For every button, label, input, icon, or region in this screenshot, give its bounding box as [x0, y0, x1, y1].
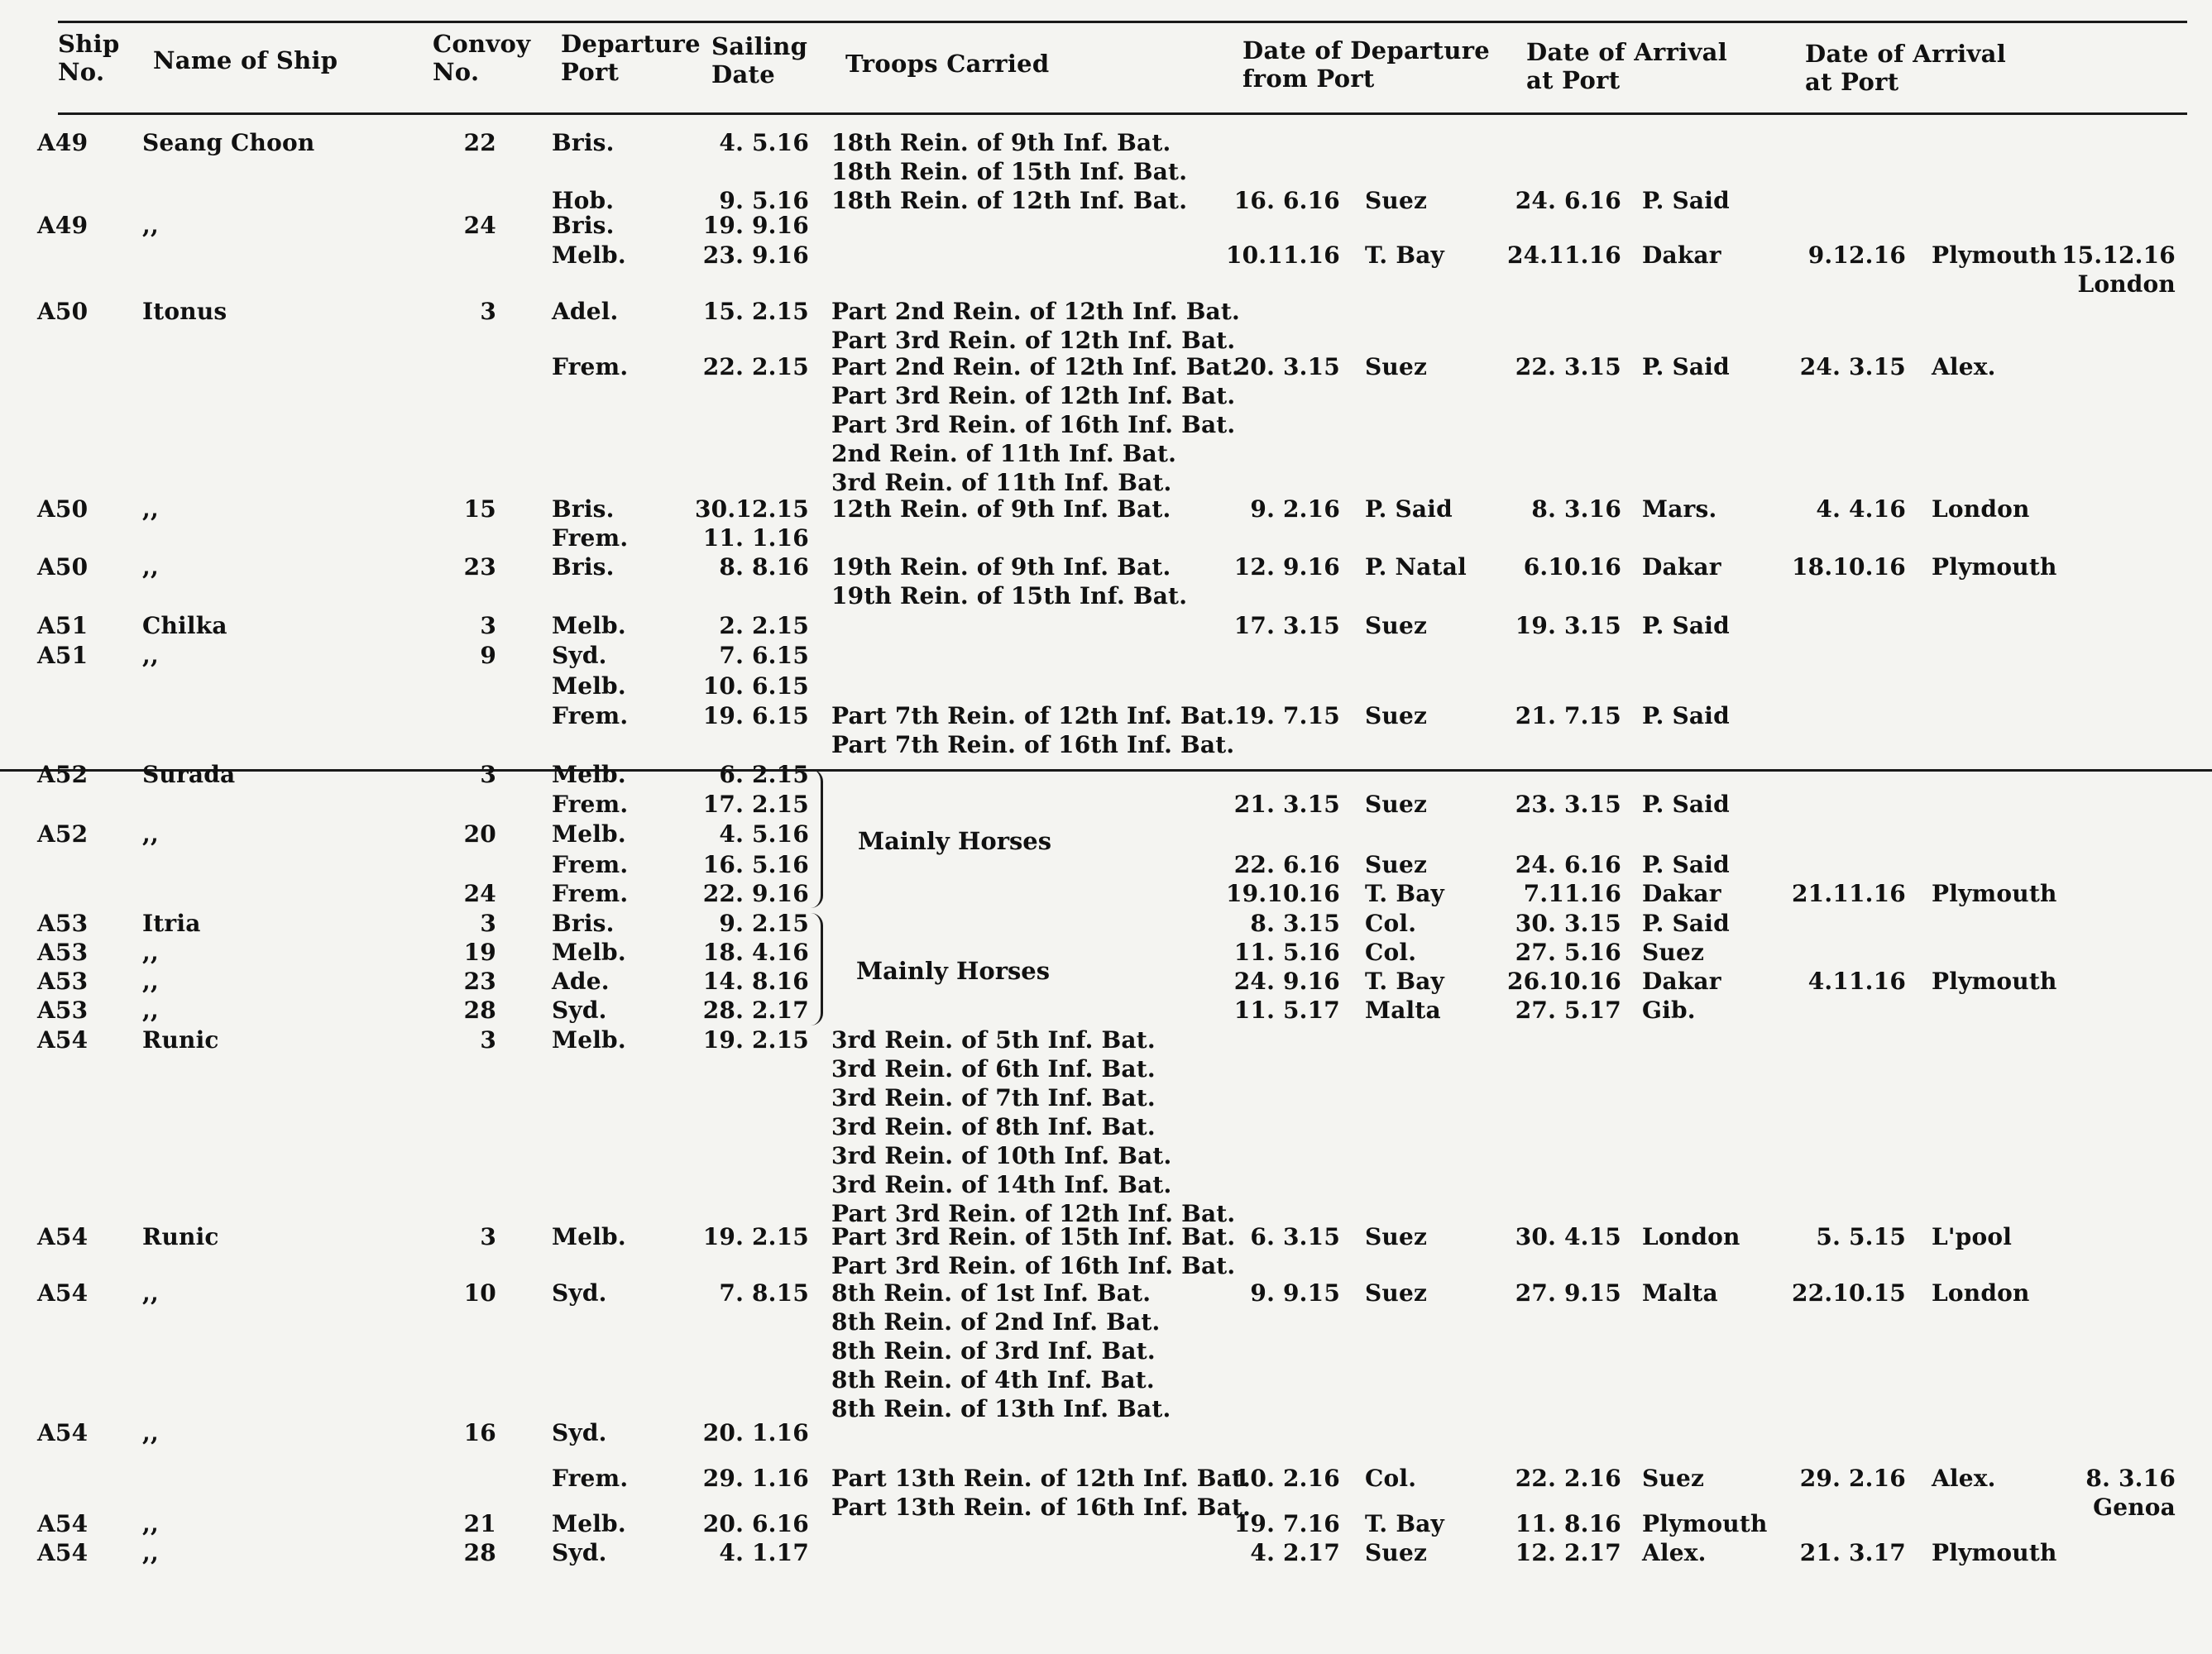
- cell-d1: 11. 5.17: [1233, 997, 1340, 1024]
- cell-port: Melb.: [552, 761, 626, 788]
- cell-ship: A50: [37, 298, 89, 325]
- cell-ship: A51: [37, 612, 89, 639]
- cell-d2: 8. 3.16: [1531, 495, 1621, 523]
- cell-d2: 24. 6.16: [1515, 851, 1621, 878]
- cell-name: Runic: [142, 1223, 219, 1250]
- troops-line: 19th Rein. of 9th Inf. Bat.: [831, 553, 1171, 581]
- cell-p3: London: [1932, 1279, 2030, 1307]
- cell-date: 7. 8.15: [719, 1279, 809, 1307]
- cell-d2: 23. 3.15: [1515, 791, 1621, 818]
- cell-convoy: 28: [463, 1539, 496, 1566]
- col-header-departure-from-port: Date of Departure from Port: [1242, 36, 1491, 93]
- cell-port: Melb.: [552, 672, 626, 700]
- header-bottom-rule: [58, 112, 2187, 115]
- troops-line: Part 2nd Rein. of 12th Inf. Bat.: [831, 353, 1240, 380]
- troops-line: 8th Rein. of 3rd Inf. Bat.: [831, 1337, 1156, 1365]
- cell-p2: Dakar: [1642, 553, 1721, 581]
- cell-port: Frem.: [552, 1465, 629, 1492]
- cell-date: 9. 2.15: [719, 910, 809, 937]
- troops-line: Part 7th Rein. of 12th Inf. Bat.: [831, 702, 1235, 729]
- cell-port: Frem.: [552, 524, 629, 552]
- cell-port: Syd.: [552, 1279, 607, 1307]
- cell-convoy: 3: [480, 910, 496, 937]
- horses-note-2: Mainly Horses: [856, 957, 1051, 985]
- cell-date: 8. 8.16: [719, 553, 809, 581]
- troops-line: Part 3rd Rein. of 12th Inf. Bat.: [831, 382, 1236, 409]
- cell-ship: A53: [37, 968, 89, 995]
- cell-p3: Plymouth: [1932, 553, 2057, 581]
- cell-ship: A53: [37, 997, 89, 1024]
- cell-port: Bris.: [552, 129, 615, 156]
- cell-port: Adel.: [552, 298, 619, 325]
- cell-p2: Gib.: [1642, 997, 1696, 1024]
- cell-ship: A49: [37, 129, 89, 156]
- troops-line: 3rd Rein. of 6th Inf. Bat.: [831, 1055, 1156, 1083]
- cell-convoy: 3: [480, 612, 496, 639]
- cell-port: Melb.: [552, 1510, 626, 1537]
- cell-port: Melb.: [552, 241, 626, 269]
- cell-d3: 21. 3.17: [1799, 1539, 1906, 1566]
- col-header-convoy-no: Convoy No.: [433, 30, 531, 86]
- cell-port: Bris.: [552, 495, 615, 523]
- col-header-ship-no: Ship No.: [58, 30, 120, 86]
- cell-p2: Dakar: [1642, 241, 1721, 269]
- troops-line: Part 7th Rein. of 16th Inf. Bat.: [831, 731, 1235, 758]
- cell-name: ,,: [142, 968, 159, 995]
- cell-d1: 9. 9.15: [1250, 1279, 1340, 1307]
- troops-line: 12th Rein. of 9th Inf. Bat.: [831, 495, 1171, 523]
- troops-line: Part 3rd Rein. of 12th Inf. Bat.: [831, 327, 1236, 354]
- cell-port: Melb.: [552, 1026, 626, 1054]
- cell-d1: 17. 3.15: [1233, 612, 1340, 639]
- cell-date: 15. 2.15: [702, 298, 809, 325]
- cell-d1: 10. 2.16: [1233, 1465, 1340, 1492]
- troops-line: Part 3rd Rein. of 15th Inf. Bat.: [831, 1223, 1236, 1250]
- cell-date: 7. 6.15: [719, 642, 809, 669]
- cell-date: 6. 2.15: [719, 761, 809, 788]
- cell-p1: T. Bay: [1365, 1510, 1445, 1537]
- cell-port: Syd.: [552, 642, 607, 669]
- cell-p3: Alex.: [1932, 1465, 1996, 1492]
- cell-port: Melb.: [552, 612, 626, 639]
- cell-port: Syd.: [552, 1419, 607, 1446]
- cell-p3: London: [1932, 495, 2030, 523]
- cell-date: 22. 9.16: [702, 880, 809, 907]
- cell-convoy: 19: [463, 939, 496, 966]
- cell-date: 9. 5.16: [719, 187, 809, 214]
- cell-convoy: 21: [463, 1510, 496, 1537]
- troops-line: 3rd Rein. of 5th Inf. Bat.: [831, 1026, 1156, 1054]
- section-divider-rule: [0, 769, 2212, 772]
- header-top-rule: [58, 21, 2187, 23]
- cell-name: Runic: [142, 1026, 219, 1054]
- cell-date: 29. 1.16: [702, 1465, 809, 1492]
- cell-d1: 10.11.16: [1226, 241, 1340, 269]
- cell-name: ,,: [142, 642, 159, 669]
- cell-date: 2. 2.15: [719, 612, 809, 639]
- cell-d3: 22.10.15: [1792, 1279, 1906, 1307]
- col-header-arrival-at-port-1: Date of Arrival at Port: [1526, 38, 1728, 94]
- cell-p3: Alex.: [1932, 353, 1996, 380]
- cell-name: ,,: [142, 1539, 159, 1566]
- cell-convoy: 24: [463, 212, 496, 239]
- cell-convoy: 15: [463, 495, 496, 523]
- troops-line: Part 3rd Rein. of 16th Inf. Bat.: [831, 1252, 1236, 1279]
- troops-line: 8th Rein. of 2nd Inf. Bat.: [831, 1308, 1161, 1336]
- troops-line: 3rd Rein. of 7th Inf. Bat.: [831, 1084, 1156, 1111]
- horses-note-1: Mainly Horses: [858, 827, 1052, 855]
- cell-d3: 5. 5.15: [1816, 1223, 1906, 1250]
- cell-convoy: 20: [463, 820, 496, 848]
- cell-d1: 19.10.16: [1226, 880, 1340, 907]
- cell-d3: 4.11.16: [1807, 968, 1906, 995]
- cell-ship: A53: [37, 910, 89, 937]
- cell-d1: 19. 7.16: [1233, 1510, 1340, 1537]
- cell-port: Frem.: [552, 880, 629, 907]
- troops-line: 3rd Rein. of 8th Inf. Bat.: [831, 1113, 1156, 1140]
- col-header-troops: Troops Carried: [845, 50, 1050, 78]
- cell-p3: Plymouth: [1932, 968, 2057, 995]
- cell-d1: 21. 3.15: [1233, 791, 1340, 818]
- cell-convoy: 23: [463, 968, 496, 995]
- cell-d2: 30. 4.15: [1515, 1223, 1621, 1250]
- cell-p2: Alex.: [1642, 1539, 1707, 1566]
- cell-date: 16. 5.16: [702, 851, 809, 878]
- cell-p1: Suez: [1365, 1279, 1428, 1307]
- cell-ship: A51: [37, 642, 89, 669]
- brace-horses-2: [811, 913, 823, 1025]
- cell-date: 4. 5.16: [719, 820, 809, 848]
- cell-p3: Plymouth: [1932, 1539, 2057, 1566]
- cell-port: Bris.: [552, 553, 615, 581]
- cell-d2: 27. 5.16: [1515, 939, 1621, 966]
- cell-name: ,,: [142, 939, 159, 966]
- troops-line: 3rd Rein. of 14th Inf. Bat.: [831, 1171, 1172, 1198]
- cell-d2: 24. 6.16: [1515, 187, 1621, 214]
- cell-convoy: 9: [480, 642, 496, 669]
- cell-convoy: 16: [463, 1419, 496, 1446]
- cell-date: 18. 4.16: [702, 939, 809, 966]
- cell-ship: A50: [37, 553, 89, 581]
- cell-date: 19. 6.15: [702, 702, 809, 729]
- cell-ship: A54: [37, 1026, 89, 1054]
- cell-d3: 9.12.16: [1807, 241, 1906, 269]
- cell-d3: 18.10.16: [1792, 553, 1906, 581]
- troops-line: 3rd Rein. of 11th Inf. Bat.: [831, 469, 1172, 496]
- cell-d2: 6.10.16: [1523, 553, 1621, 581]
- cell-d2: 24.11.16: [1507, 241, 1621, 269]
- cell-d3: 24. 3.15: [1799, 353, 1906, 380]
- cell-port: Frem.: [552, 791, 629, 818]
- cell-date: 4. 5.16: [719, 129, 809, 156]
- cell-port: Hob.: [552, 187, 615, 214]
- troops-line: 18th Rein. of 15th Inf. Bat.: [831, 158, 1188, 185]
- cell-p1: Col.: [1365, 939, 1417, 966]
- cell-name: ,,: [142, 1279, 159, 1307]
- cell-d1: 12. 9.16: [1233, 553, 1340, 581]
- cell-d1: 16. 6.16: [1233, 187, 1340, 214]
- cell-date: 10. 6.15: [702, 672, 809, 700]
- cell-p2: P. Said: [1642, 353, 1730, 380]
- cell-convoy: 10: [463, 1279, 496, 1307]
- cell-final-arrival: Genoa: [2093, 1494, 2176, 1521]
- cell-name: Itria: [142, 910, 201, 937]
- cell-convoy: 3: [480, 1223, 496, 1250]
- cell-d2: 30. 3.15: [1515, 910, 1621, 937]
- cell-date: 17. 2.15: [702, 791, 809, 818]
- troops-line: 2nd Rein. of 11th Inf. Bat.: [831, 440, 1177, 467]
- cell-p2: Plymouth: [1642, 1510, 1768, 1537]
- cell-d2: 22. 2.16: [1515, 1465, 1621, 1492]
- cell-ship: A52: [37, 820, 89, 848]
- cell-final-arrival: 8. 3.16: [2085, 1465, 2176, 1492]
- cell-d3: 29. 2.16: [1799, 1465, 1906, 1492]
- cell-p3: Plymouth: [1932, 880, 2057, 907]
- troops-line: Part 13th Rein. of 16th Inf. Bat.: [831, 1494, 1252, 1521]
- cell-date: 19. 2.15: [702, 1026, 809, 1054]
- cell-ship: A54: [37, 1419, 89, 1446]
- cell-port: Melb.: [552, 820, 626, 848]
- cell-p2: Dakar: [1642, 880, 1721, 907]
- cell-d1: 11. 5.16: [1233, 939, 1340, 966]
- cell-date: 11. 1.16: [702, 524, 809, 552]
- cell-final-arrival: 15.12.16: [2061, 241, 2176, 269]
- cell-ship: A54: [37, 1223, 89, 1250]
- cell-d1: 6. 3.15: [1250, 1223, 1340, 1250]
- cell-date: 20. 1.16: [702, 1419, 809, 1446]
- cell-d3: 21.11.16: [1792, 880, 1906, 907]
- cell-name: ,,: [142, 820, 159, 848]
- troops-line: 8th Rein. of 1st Inf. Bat.: [831, 1279, 1151, 1307]
- col-header-sailing-date: Sailing Date: [711, 32, 808, 88]
- cell-port: Frem.: [552, 702, 629, 729]
- cell-p1: Suez: [1365, 612, 1428, 639]
- troops-line: Part 3rd Rein. of 12th Inf. Bat.: [831, 1200, 1236, 1227]
- cell-d2: 19. 3.15: [1515, 612, 1621, 639]
- cell-convoy: 24: [463, 880, 496, 907]
- cell-name: ,,: [142, 553, 159, 581]
- cell-date: 20. 6.16: [702, 1510, 809, 1537]
- cell-port: Bris.: [552, 212, 615, 239]
- cell-p1: P. Said: [1365, 495, 1453, 523]
- cell-d2: 26.10.16: [1507, 968, 1621, 995]
- cell-date: 19. 9.16: [702, 212, 809, 239]
- cell-name: Itonus: [142, 298, 227, 325]
- cell-name: Chilka: [142, 612, 227, 639]
- cell-name: ,,: [142, 495, 159, 523]
- cell-date: 28. 2.17: [702, 997, 809, 1024]
- cell-convoy: 3: [480, 1026, 496, 1054]
- cell-d2: 12. 2.17: [1515, 1539, 1621, 1566]
- cell-p1: P. Natal: [1365, 553, 1467, 581]
- cell-name: ,,: [142, 1419, 159, 1446]
- cell-p2: Suez: [1642, 939, 1705, 966]
- cell-p3: L'pool: [1932, 1223, 2013, 1250]
- troops-line: Part 2nd Rein. of 12th Inf. Bat.: [831, 298, 1240, 325]
- cell-name: ,,: [142, 997, 159, 1024]
- cell-ship: A53: [37, 939, 89, 966]
- cell-name: ,,: [142, 1510, 159, 1537]
- cell-convoy: 23: [463, 553, 496, 581]
- cell-date: 30.12.15: [695, 495, 809, 523]
- cell-convoy: 28: [463, 997, 496, 1024]
- cell-p1: Suez: [1365, 791, 1428, 818]
- cell-d1: 8. 3.15: [1250, 910, 1340, 937]
- cell-d2: 22. 3.15: [1515, 353, 1621, 380]
- cell-p1: Suez: [1365, 187, 1428, 214]
- cell-p2: Dakar: [1642, 968, 1721, 995]
- cell-d2: 27. 9.15: [1515, 1279, 1621, 1307]
- cell-d1: 20. 3.15: [1233, 353, 1340, 380]
- cell-p1: Suez: [1365, 1223, 1428, 1250]
- brace-horses-1: [811, 769, 823, 908]
- cell-port: Bris.: [552, 910, 615, 937]
- cell-d2: 21. 7.15: [1515, 702, 1621, 729]
- cell-d1: 4. 2.17: [1250, 1539, 1340, 1566]
- cell-p2: P. Said: [1642, 791, 1730, 818]
- troops-line: 18th Rein. of 12th Inf. Bat.: [831, 187, 1188, 214]
- cell-ship: A50: [37, 495, 89, 523]
- cell-ship: A52: [37, 761, 89, 788]
- cell-p2: P. Said: [1642, 612, 1730, 639]
- cell-port: Melb.: [552, 939, 626, 966]
- cell-p2: Malta: [1642, 1279, 1718, 1307]
- cell-port: Ade.: [552, 968, 610, 995]
- cell-p1: T. Bay: [1365, 880, 1445, 907]
- cell-port: Melb.: [552, 1223, 626, 1250]
- troops-line: 19th Rein. of 15th Inf. Bat.: [831, 582, 1188, 609]
- troops-line: 18th Rein. of 9th Inf. Bat.: [831, 129, 1171, 156]
- cell-convoy: 3: [480, 761, 496, 788]
- cell-p1: Col.: [1365, 1465, 1417, 1492]
- cell-port: Frem.: [552, 851, 629, 878]
- cell-port: Syd.: [552, 997, 607, 1024]
- cell-d2: 27. 5.17: [1515, 997, 1621, 1024]
- troops-line: Part 3rd Rein. of 16th Inf. Bat.: [831, 411, 1236, 438]
- cell-p1: Col.: [1365, 910, 1417, 937]
- cell-port: Frem.: [552, 353, 629, 380]
- cell-port: Syd.: [552, 1539, 607, 1566]
- cell-ship: A54: [37, 1510, 89, 1537]
- cell-d2: 11. 8.16: [1515, 1510, 1621, 1537]
- cell-date: 19. 2.15: [702, 1223, 809, 1250]
- cell-final-arrival: London: [2077, 270, 2176, 298]
- cell-p1: Malta: [1365, 997, 1441, 1024]
- cell-d3: 4. 4.16: [1816, 495, 1906, 523]
- cell-d1: 19. 7.15: [1233, 702, 1340, 729]
- cell-ship: A54: [37, 1279, 89, 1307]
- col-header-name: Name of Ship: [153, 46, 338, 74]
- cell-convoy: 3: [480, 298, 496, 325]
- cell-p2: P. Said: [1642, 187, 1730, 214]
- cell-name: ,,: [142, 212, 159, 239]
- cell-d1: 22. 6.16: [1233, 851, 1340, 878]
- cell-p2: Mars.: [1642, 495, 1717, 523]
- cell-date: 14. 8.16: [702, 968, 809, 995]
- cell-p2: Suez: [1642, 1465, 1705, 1492]
- troops-line: 8th Rein. of 4th Inf. Bat.: [831, 1366, 1155, 1393]
- cell-p1: Suez: [1365, 851, 1428, 878]
- troops-line: Part 13th Rein. of 12th Inf. Bat.: [831, 1465, 1252, 1492]
- cell-d1: 9. 2.16: [1250, 495, 1340, 523]
- cell-date: 23. 9.16: [702, 241, 809, 269]
- cell-d1: 24. 9.16: [1233, 968, 1340, 995]
- cell-p1: T. Bay: [1365, 968, 1445, 995]
- cell-date: 4. 1.17: [719, 1539, 809, 1566]
- cell-p1: T. Bay: [1365, 241, 1445, 269]
- col-header-arrival-at-port-2: Date of Arrival at Port: [1805, 40, 2007, 96]
- cell-p2: P. Said: [1642, 910, 1730, 937]
- cell-name: Seang Choon: [142, 129, 315, 156]
- col-header-departure-port: Departure Port: [561, 30, 701, 86]
- cell-p2: London: [1642, 1223, 1740, 1250]
- cell-ship: A54: [37, 1539, 89, 1566]
- cell-p2: P. Said: [1642, 702, 1730, 729]
- cell-ship: A49: [37, 212, 89, 239]
- troops-line: 8th Rein. of 13th Inf. Bat.: [831, 1395, 1171, 1422]
- cell-date: 22. 2.15: [702, 353, 809, 380]
- cell-p1: Suez: [1365, 1539, 1428, 1566]
- cell-p3: Plymouth: [1932, 241, 2057, 269]
- troops-line: 3rd Rein. of 10th Inf. Bat.: [831, 1142, 1172, 1169]
- cell-p1: Suez: [1365, 353, 1428, 380]
- cell-name: Surada: [142, 761, 236, 788]
- cell-convoy: 22: [463, 129, 496, 156]
- cell-d2: 7.11.16: [1523, 880, 1621, 907]
- cell-p2: P. Said: [1642, 851, 1730, 878]
- cell-p1: Suez: [1365, 702, 1428, 729]
